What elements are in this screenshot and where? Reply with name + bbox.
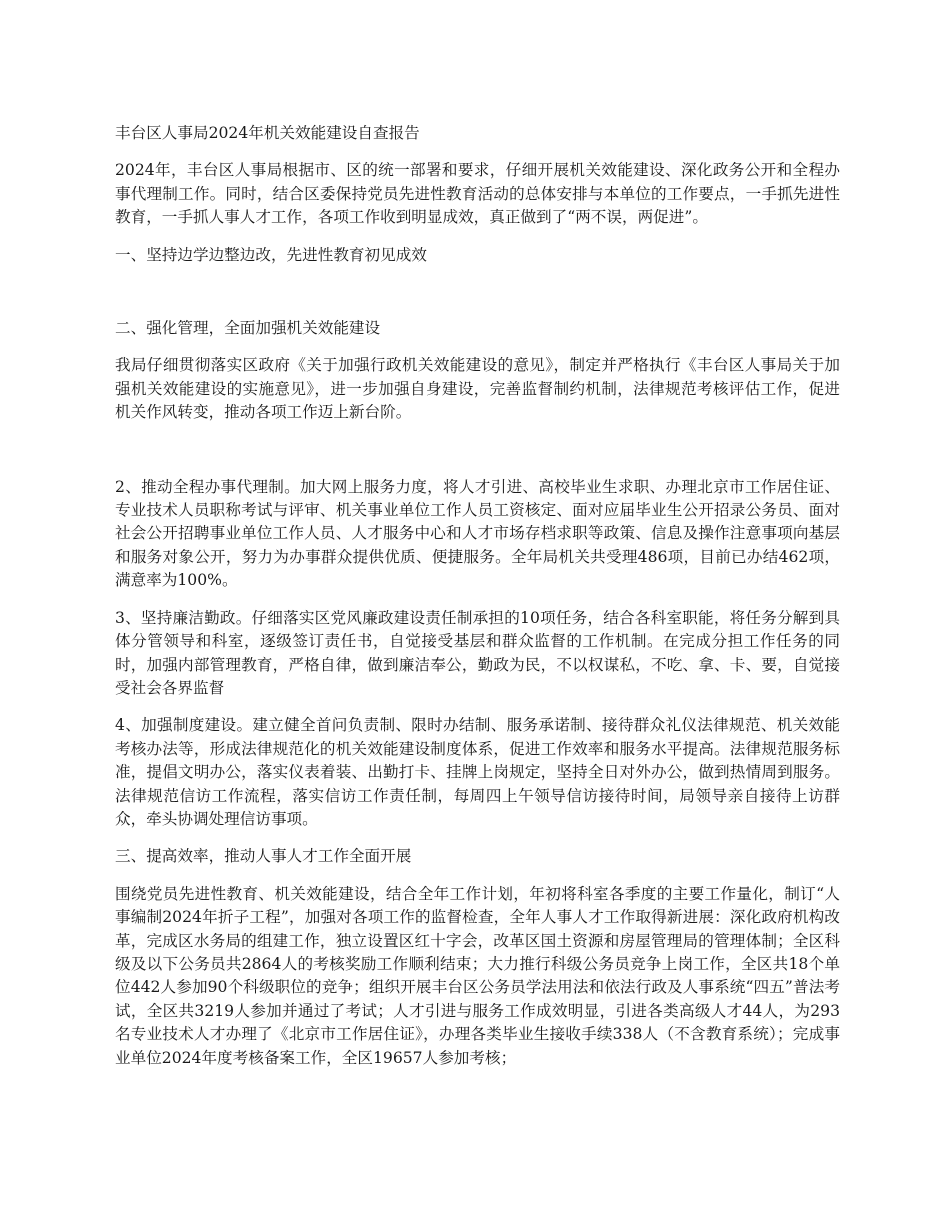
- section-1-heading: 一、坚持边学边整边改，先进性教育初见成效: [115, 245, 427, 264]
- document-title: 丰台区人事局2024年机关效能建设自查报告: [115, 124, 420, 142]
- item-3-paragraph: 3、坚持廉洁勤政。仔细落实区党风廉政建设责任制承担的10项任务，结合各科室职能，将任务分解到具体分管领导和科室，逐级签订责任书，自觉接受基层和群众监督的工作机制。在完成分担工作任务的同时，加强内部管理教育，严格自律，做到廉洁奉公，勤政为民，不以权谋私，不吃、拿、卡、要，自觉接受社会各界监督: [115, 608, 840, 697]
- section-3-heading: 三、提高效率，推动人事人才工作全面开展: [115, 847, 412, 866]
- intro-paragraph: 2024年，丰台区人事局根据市、区的统一部署和要求，仔细开展机关效能建设、深化政务公开和全程办事代理制工作。同时，结合区委保持党员先进性教育活动的总体安排与本单位的工作要点，一手抓先进性教育，一手抓人事人才工作，各项工作收到明显成效，真正做到了“两不误，两促进”。: [115, 161, 840, 227]
- item-2-paragraph: 2、推动全程办事代理制。加大网上服务力度，将人才引进、高校毕业生求职、办理北京市工作居住证、专业技术人员职称考试与评审、机关事业单位工作人员工资核定、面对应届毕业生公开招录公务员、面对社会公开招聘事业单位工作人员、人才服务中心和人才市场存档求职等政策、信息及操作注意事项向基层和服务对象公开，努力为办事群众提供优质、便捷服务。全年局机关共受理486项，目前已办结462项，满意率为100%。: [115, 477, 840, 590]
- section-2-body: 我局仔细贯彻落实区政府《关于加强行政机关效能建设的意见》，制定并严格执行《丰台区人事局关于加强机关效能建设的实施意见》，进一步加强自身建设，完善监督制约机制，法律规范考核评估工作，促进机关作风转变，推动各项工作迈上新台阶。: [115, 356, 840, 422]
- document-page: [115, 122, 840, 1084]
- section-3-body: 围绕党员先进性教育、机关效能建设，结合全年工作计划，年初将科室各季度的主要工作量化，制订“人事编制2024年折子工程”，加强对各项工作的监督检查，全年人事人才工作取得新进展：深化政府机构改革，完成区水务局的组建工作，独立设置区红十字会，改革区国土资源和房屋管理局的管理体制；全区科级及以下公务员共2864人的考核奖励工作顺利结束；大力推行科级公务员竞争上岗工作，全区共18个单位442人参加90个科级职位的竞争；组织开展丰台区公务员学法用法和依法行政及人事系统“四五”普法考试，全区共3219人参加并通过了考试；人才引进与服务工作成效明显，引进各类高级人才44人，为293名专业技术人才办理了《北京市工作居住证》，办理各类毕业生接收手续338人（不含教育系统）；完成事业单位2024年度考核备案工作，全区19657人参加考核；: [115, 884, 840, 1067]
- section-2-heading: 二、强化管理，全面加强机关效能建设: [115, 319, 381, 338]
- item-4-paragraph: 4、加强制度建设。建立健全首问负责制、限时办结制、服务承诺制、接待群众礼仪法律规范、机关效能考核办法等，形成法律规范化的机关效能建设制度体系，促进工作效率和服务水平提高。法律规范服务标准，提倡文明办公，落实仪表着装、出勤打卡、挂牌上岗规定，坚持全日对外办公，做到热情周到服务。法律规范信访工作流程，落实信访工作责任制，每周四上午领导信访接待时间，局领导亲自接待上访群众，牵头协调处理信访事项。: [115, 716, 840, 828]
